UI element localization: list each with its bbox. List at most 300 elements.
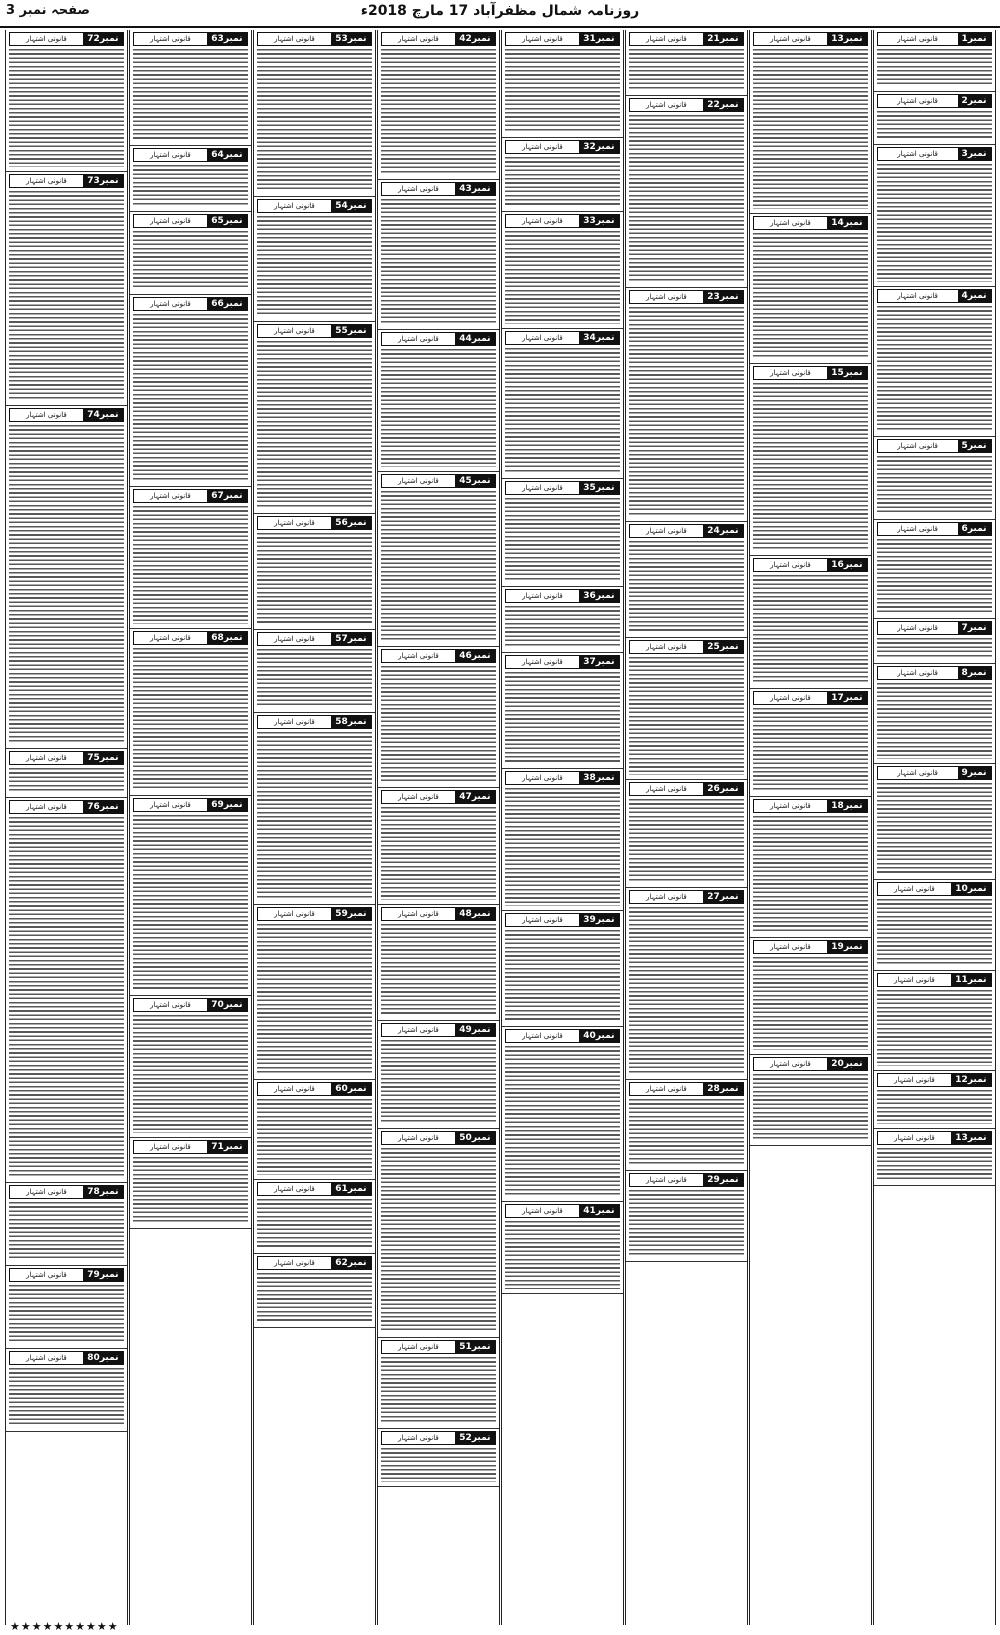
notice-header bbox=[257, 1082, 372, 1096]
notice-label: قانونی اشتہار bbox=[398, 1134, 439, 1143]
notice-body-text bbox=[753, 575, 868, 684]
notice-header bbox=[877, 766, 992, 780]
columns-container bbox=[4, 30, 996, 1625]
notice-column bbox=[873, 30, 996, 1625]
notice-header bbox=[133, 32, 248, 46]
notice-header bbox=[877, 32, 992, 46]
notice-body-text bbox=[257, 533, 372, 625]
notice-header bbox=[133, 798, 248, 812]
notice-header bbox=[505, 655, 620, 669]
legal-notice bbox=[254, 1254, 375, 1328]
notice-header bbox=[133, 1140, 248, 1154]
notice-label: قانونی اشتہار bbox=[894, 1075, 935, 1084]
notice-header bbox=[505, 589, 620, 603]
notice-header bbox=[877, 289, 992, 303]
notice-header bbox=[133, 214, 248, 228]
notice-label: قانونی اشتہار bbox=[398, 1026, 439, 1035]
notice-header bbox=[505, 771, 620, 785]
notice-label: قانونی اشتہار bbox=[897, 524, 938, 533]
notice-header bbox=[9, 32, 124, 46]
notice-label: قانونی اشتہار bbox=[897, 150, 938, 159]
legal-notice bbox=[130, 996, 251, 1138]
notice-label: قانونی اشتہار bbox=[646, 1084, 687, 1093]
legal-notice bbox=[378, 472, 499, 647]
notice-number: نمبر65 bbox=[207, 215, 246, 227]
notice-body-text bbox=[877, 683, 992, 759]
notice-label: قانونی اشتہار bbox=[897, 768, 938, 777]
notice-header bbox=[877, 439, 992, 453]
notice-number: نمبر61 bbox=[331, 1183, 370, 1195]
notice-column bbox=[5, 30, 128, 1625]
notice-label: قانونی اشتہار bbox=[274, 1258, 315, 1267]
notice-label: قانونی اشتہار bbox=[770, 1059, 811, 1068]
legal-notice bbox=[502, 30, 623, 138]
legal-notice bbox=[378, 905, 499, 1021]
notice-header bbox=[753, 940, 868, 954]
legal-notice bbox=[874, 92, 995, 145]
notice-header bbox=[753, 1057, 868, 1071]
legal-notice bbox=[378, 1338, 499, 1429]
notice-column bbox=[377, 30, 500, 1625]
notice-header bbox=[9, 1351, 124, 1365]
legal-notice bbox=[874, 1129, 995, 1187]
notice-body-text bbox=[753, 1074, 868, 1141]
notice-label: قانونی اشتہار bbox=[522, 217, 563, 226]
notice-label: قانونی اشتہار bbox=[274, 909, 315, 918]
notice-number: نمبر67 bbox=[207, 490, 246, 502]
notice-body-text bbox=[877, 1148, 992, 1182]
notice-body-text bbox=[877, 1090, 992, 1124]
notice-body-text bbox=[257, 1099, 372, 1175]
notice-body-text bbox=[629, 49, 744, 91]
notice-header bbox=[629, 890, 744, 904]
legal-notice bbox=[502, 212, 623, 328]
notice-number: نمبر22 bbox=[703, 99, 742, 111]
notice-header bbox=[753, 799, 868, 813]
notice-header bbox=[9, 751, 124, 765]
notice-number: نمبر7 bbox=[958, 622, 991, 634]
notice-label: قانونی اشتہار bbox=[646, 892, 687, 901]
notice-number: نمبر38 bbox=[579, 772, 618, 784]
notice-body-text bbox=[257, 49, 372, 192]
masthead bbox=[0, 0, 1000, 28]
notice-header bbox=[629, 32, 744, 46]
notice-column bbox=[501, 30, 624, 1625]
notice-header bbox=[753, 558, 868, 572]
notice-body-text bbox=[381, 349, 496, 467]
notice-body-text bbox=[381, 199, 496, 325]
notice-number: نمبر9 bbox=[958, 767, 991, 779]
notice-number: نمبر55 bbox=[331, 325, 370, 337]
notice-label: قانونی اشتہار bbox=[770, 693, 811, 702]
notice-label: قانونی اشتہار bbox=[770, 368, 811, 377]
legal-notice bbox=[626, 888, 747, 1080]
legal-notice bbox=[6, 30, 127, 172]
notice-label: قانونی اشتہار bbox=[274, 326, 315, 335]
notice-body-text bbox=[381, 49, 496, 175]
notice-body-text bbox=[629, 657, 744, 775]
notice-header bbox=[9, 1268, 124, 1282]
notice-number: نمبر15 bbox=[827, 367, 866, 379]
notice-number: نمبر27 bbox=[703, 891, 742, 903]
legal-notice bbox=[6, 1266, 127, 1349]
notice-label: قانونی اشتہار bbox=[646, 527, 687, 535]
notice-body-text bbox=[133, 506, 248, 624]
notice-header bbox=[257, 1182, 372, 1196]
notice-body-text bbox=[9, 768, 124, 793]
notice-label: قانونی اشتہار bbox=[522, 774, 563, 783]
notice-header bbox=[629, 1173, 744, 1187]
notice-number: نمبر60 bbox=[331, 1083, 370, 1095]
notice-number: نمبر48 bbox=[455, 908, 494, 920]
legal-notice bbox=[502, 587, 623, 653]
legal-notice bbox=[378, 180, 499, 330]
notice-header bbox=[877, 666, 992, 680]
notice-label: قانونی اشتہار bbox=[770, 218, 811, 227]
notice-body-text bbox=[877, 990, 992, 1066]
notice-body-text bbox=[753, 708, 868, 792]
notice-number: نمبر16 bbox=[827, 559, 866, 571]
notice-body-text bbox=[133, 1157, 248, 1224]
notice-body-text bbox=[877, 783, 992, 875]
notice-label: قانونی اشتہار bbox=[897, 669, 938, 678]
notice-number: نمبر58 bbox=[331, 716, 370, 728]
notice-number: نمبر72 bbox=[83, 33, 122, 45]
notice-header bbox=[257, 324, 372, 338]
legal-notice bbox=[874, 520, 995, 620]
notice-number: نمبر21 bbox=[703, 33, 742, 45]
notice-body-text bbox=[629, 907, 744, 1075]
notice-label: قانونی اشتہار bbox=[646, 1176, 687, 1185]
notice-label: قانونی اشتہار bbox=[26, 802, 67, 811]
notice-body-text bbox=[629, 1190, 744, 1257]
notice-header bbox=[629, 98, 744, 112]
notice-label: قانونی اشتہار bbox=[522, 915, 563, 924]
notice-body-text bbox=[505, 231, 620, 323]
notice-body-text bbox=[753, 49, 868, 209]
notice-body-text bbox=[9, 817, 124, 1178]
notice-body-text bbox=[381, 1448, 496, 1482]
notice-label: قانونی اشتہار bbox=[150, 1000, 191, 1009]
legal-notice bbox=[130, 629, 251, 796]
legal-notice bbox=[130, 295, 251, 487]
notice-label: قانونی اشتہار bbox=[398, 335, 439, 343]
legal-notice bbox=[6, 749, 127, 798]
notice-label: قانونی اشتہار bbox=[274, 35, 315, 43]
notice-label: قانونی اشتہار bbox=[770, 35, 811, 43]
notice-body-text bbox=[877, 899, 992, 966]
notice-number: نمبر42 bbox=[455, 33, 494, 45]
notice-header bbox=[9, 1185, 124, 1199]
notice-header bbox=[9, 174, 124, 188]
legal-notice bbox=[6, 798, 127, 1183]
notice-header bbox=[381, 474, 496, 488]
notice-header bbox=[505, 32, 620, 46]
notice-number: نمبر75 bbox=[83, 752, 122, 764]
notice-number: نمبر28 bbox=[703, 1083, 742, 1095]
legal-notice bbox=[502, 1202, 623, 1293]
notice-body-text bbox=[381, 666, 496, 784]
legal-notice bbox=[502, 329, 623, 479]
notice-body-text bbox=[877, 638, 992, 659]
notice-header bbox=[381, 907, 496, 921]
legal-notice bbox=[750, 30, 871, 214]
legal-notice bbox=[254, 905, 375, 1080]
notice-body-text bbox=[257, 1199, 372, 1249]
notice-number: نمبر54 bbox=[331, 200, 370, 212]
notice-number: نمبر50 bbox=[455, 1132, 494, 1144]
notice-body-text bbox=[505, 606, 620, 648]
legal-notice bbox=[6, 172, 127, 406]
notice-label: قانونی اشتہار bbox=[897, 35, 938, 43]
notice-column bbox=[625, 30, 748, 1625]
notice-label: قانونی اشتہار bbox=[26, 1188, 67, 1197]
legal-notice bbox=[502, 1027, 623, 1202]
legal-notice bbox=[750, 214, 871, 364]
notice-label: قانونی اشتہار bbox=[150, 633, 191, 642]
notice-label: قانونی اشتہار bbox=[522, 657, 563, 666]
notice-label: قانونی اشتہار bbox=[770, 943, 811, 952]
notice-body-text bbox=[257, 649, 372, 708]
legal-notice bbox=[874, 30, 995, 92]
legal-notice bbox=[378, 788, 499, 904]
notice-header bbox=[133, 297, 248, 311]
notice-header bbox=[629, 524, 744, 538]
notice-label: قانونی اشتہار bbox=[274, 1084, 315, 1093]
notice-label: قانونی اشتہار bbox=[646, 101, 687, 109]
notice-header bbox=[381, 1431, 496, 1445]
notice-header bbox=[629, 640, 744, 654]
legal-notice bbox=[130, 146, 251, 212]
notice-body-text bbox=[505, 157, 620, 207]
legal-notice bbox=[130, 1138, 251, 1229]
legal-notice bbox=[378, 330, 499, 472]
notice-body-text bbox=[753, 383, 868, 551]
notice-header bbox=[381, 1131, 496, 1145]
notice-number: نمبر13 bbox=[827, 33, 866, 45]
notice-body-text bbox=[877, 456, 992, 515]
notice-number: نمبر44 bbox=[455, 333, 494, 345]
notice-number: نمبر79 bbox=[83, 1269, 122, 1281]
notice-body-text bbox=[257, 341, 372, 509]
notice-body-text bbox=[257, 732, 372, 900]
notice-label: قانونی اشتہار bbox=[522, 591, 563, 600]
notice-number: نمبر47 bbox=[455, 791, 494, 803]
notice-label: قانونی اشتہار bbox=[150, 1142, 191, 1151]
notice-number: نمبر6 bbox=[958, 523, 991, 535]
notice-number: نمبر4 bbox=[958, 290, 991, 302]
legal-notice bbox=[502, 138, 623, 212]
notice-body-text bbox=[877, 164, 992, 282]
notice-number: نمبر34 bbox=[579, 332, 618, 344]
legal-notice bbox=[750, 556, 871, 689]
notice-label: قانونی اشتہار bbox=[522, 1032, 563, 1041]
notice-body-text bbox=[257, 1273, 372, 1323]
notice-header bbox=[753, 216, 868, 230]
notice-body-text bbox=[505, 1221, 620, 1288]
notice-number: نمبر63 bbox=[207, 33, 246, 45]
notice-column bbox=[129, 30, 252, 1625]
notice-column bbox=[749, 30, 872, 1625]
notice-header bbox=[133, 489, 248, 503]
notice-header bbox=[133, 998, 248, 1012]
legal-notice bbox=[254, 322, 375, 514]
notice-number: نمبر66 bbox=[207, 298, 246, 310]
legal-notice bbox=[626, 638, 747, 780]
legal-notice bbox=[874, 971, 995, 1071]
notice-body-text bbox=[133, 314, 248, 482]
notice-header bbox=[877, 147, 992, 161]
notice-number: نمبر49 bbox=[455, 1024, 494, 1036]
notice-header bbox=[257, 907, 372, 921]
legal-notice bbox=[254, 630, 375, 713]
notice-number: نمبر19 bbox=[827, 941, 866, 953]
legal-notice bbox=[626, 780, 747, 888]
notice-number: نمبر46 bbox=[455, 650, 494, 662]
notice-number: نمبر39 bbox=[579, 914, 618, 926]
notice-header bbox=[257, 1256, 372, 1270]
notice-number: نمبر52 bbox=[455, 1432, 494, 1444]
notice-label: قانونی اشتہار bbox=[894, 1133, 935, 1142]
notice-header bbox=[505, 140, 620, 154]
notice-header bbox=[877, 1073, 992, 1087]
legal-notice bbox=[750, 938, 871, 1054]
legal-notice bbox=[254, 514, 375, 630]
notice-label: قانونی اشتہار bbox=[770, 560, 811, 569]
notice-label: قانونی اشتہار bbox=[274, 518, 315, 527]
notice-label: قانونی اشتہار bbox=[26, 1353, 67, 1362]
notice-header bbox=[9, 800, 124, 814]
notice-number: نمبر2 bbox=[958, 95, 991, 107]
notice-number: نمبر24 bbox=[703, 525, 742, 537]
notice-body-text bbox=[133, 1015, 248, 1133]
notice-number: نمبر13 bbox=[951, 1132, 990, 1144]
notice-body-text bbox=[505, 348, 620, 474]
notice-number: نمبر35 bbox=[579, 482, 618, 494]
notice-number: نمبر51 bbox=[455, 1341, 494, 1353]
legal-notice bbox=[378, 647, 499, 789]
notice-number: نمبر26 bbox=[703, 783, 742, 795]
legal-notice bbox=[626, 522, 747, 638]
notice-number: نمبر78 bbox=[83, 1186, 122, 1198]
notice-header bbox=[381, 182, 496, 196]
notice-body-text bbox=[505, 930, 620, 1022]
notice-label: قانونی اشتہار bbox=[897, 441, 938, 450]
legal-notice bbox=[750, 689, 871, 797]
legal-notice bbox=[378, 1021, 499, 1129]
footer-stars: ★★★★★★★★★★ bbox=[10, 1620, 119, 1633]
notice-number: نمبر45 bbox=[455, 475, 494, 487]
notice-label: قانونی اشتہار bbox=[398, 35, 439, 43]
notice-label: قانونی اشتہار bbox=[26, 176, 67, 185]
notice-label: قانونی اشتہار bbox=[522, 143, 563, 151]
legal-notice bbox=[626, 96, 747, 288]
legal-notice bbox=[750, 1055, 871, 1146]
notice-number: نمبر69 bbox=[207, 799, 246, 811]
notice-body-text bbox=[9, 1285, 124, 1344]
notice-body-text bbox=[381, 1040, 496, 1124]
legal-notice bbox=[378, 30, 499, 180]
notice-header bbox=[753, 32, 868, 46]
legal-notice bbox=[254, 1180, 375, 1254]
notice-number: نمبر73 bbox=[83, 175, 122, 187]
notice-label: قانونی اشتہار bbox=[398, 793, 439, 802]
legal-notice bbox=[874, 145, 995, 287]
notice-number: نمبر3 bbox=[958, 148, 991, 160]
notice-number: نمبر18 bbox=[827, 800, 866, 812]
notice-header bbox=[257, 32, 372, 46]
notice-number: نمبر68 bbox=[207, 632, 246, 644]
legal-notice bbox=[874, 764, 995, 880]
notice-header bbox=[133, 631, 248, 645]
notice-number: نمبر1 bbox=[958, 33, 991, 45]
notice-label: قانونی اشتہار bbox=[274, 717, 315, 726]
notice-label: قانونی اشتہار bbox=[646, 35, 687, 43]
notice-number: نمبر31 bbox=[579, 33, 618, 45]
notice-body-text bbox=[381, 807, 496, 899]
notice-header bbox=[381, 790, 496, 804]
notice-number: نمبر32 bbox=[579, 141, 618, 153]
notice-number: نمبر25 bbox=[703, 641, 742, 653]
legal-notice bbox=[378, 1129, 499, 1338]
notice-number: نمبر59 bbox=[331, 908, 370, 920]
notice-label: قانونی اشتہار bbox=[398, 909, 439, 918]
notice-header bbox=[877, 522, 992, 536]
legal-notice bbox=[874, 437, 995, 520]
legal-notice bbox=[750, 364, 871, 556]
notice-header bbox=[629, 1082, 744, 1096]
notice-header bbox=[505, 481, 620, 495]
notice-header bbox=[505, 1204, 620, 1218]
notice-body-text bbox=[133, 648, 248, 791]
notice-label: قانونی اشتہار bbox=[274, 634, 315, 643]
notice-body-text bbox=[381, 1357, 496, 1424]
notice-body-text bbox=[505, 498, 620, 582]
legal-notice bbox=[378, 1429, 499, 1487]
legal-notice bbox=[502, 769, 623, 911]
notice-number: نمبر80 bbox=[83, 1352, 122, 1364]
notice-body-text bbox=[257, 924, 372, 1075]
notice-header bbox=[257, 632, 372, 646]
notice-header bbox=[505, 214, 620, 228]
notice-label: قانونی اشتہار bbox=[522, 1207, 563, 1216]
notice-label: قانونی اشتہار bbox=[894, 885, 935, 894]
notice-label: قانونی اشتہار bbox=[646, 643, 687, 652]
notice-label: قانونی اشتہار bbox=[26, 35, 67, 43]
notice-body-text bbox=[133, 815, 248, 991]
legal-notice bbox=[874, 1071, 995, 1129]
notice-body-text bbox=[877, 539, 992, 615]
notice-number: نمبر64 bbox=[207, 149, 246, 161]
notice-label: قانونی اشتہار bbox=[897, 624, 938, 633]
notice-body-text bbox=[133, 165, 248, 207]
legal-notice bbox=[626, 30, 747, 96]
notice-number: نمبر41 bbox=[579, 1205, 618, 1217]
legal-notice bbox=[502, 653, 623, 769]
notice-label: قانونی اشتہار bbox=[26, 410, 67, 419]
notice-body-text bbox=[133, 49, 248, 141]
notice-header bbox=[381, 1340, 496, 1354]
notice-body-text bbox=[381, 491, 496, 642]
notice-header bbox=[629, 290, 744, 304]
legal-notice bbox=[254, 1080, 375, 1180]
notice-body-text bbox=[753, 957, 868, 1049]
legal-notice bbox=[750, 797, 871, 939]
notice-header bbox=[257, 199, 372, 213]
notice-header bbox=[381, 32, 496, 46]
notice-header bbox=[133, 148, 248, 162]
legal-notice bbox=[6, 1349, 127, 1432]
